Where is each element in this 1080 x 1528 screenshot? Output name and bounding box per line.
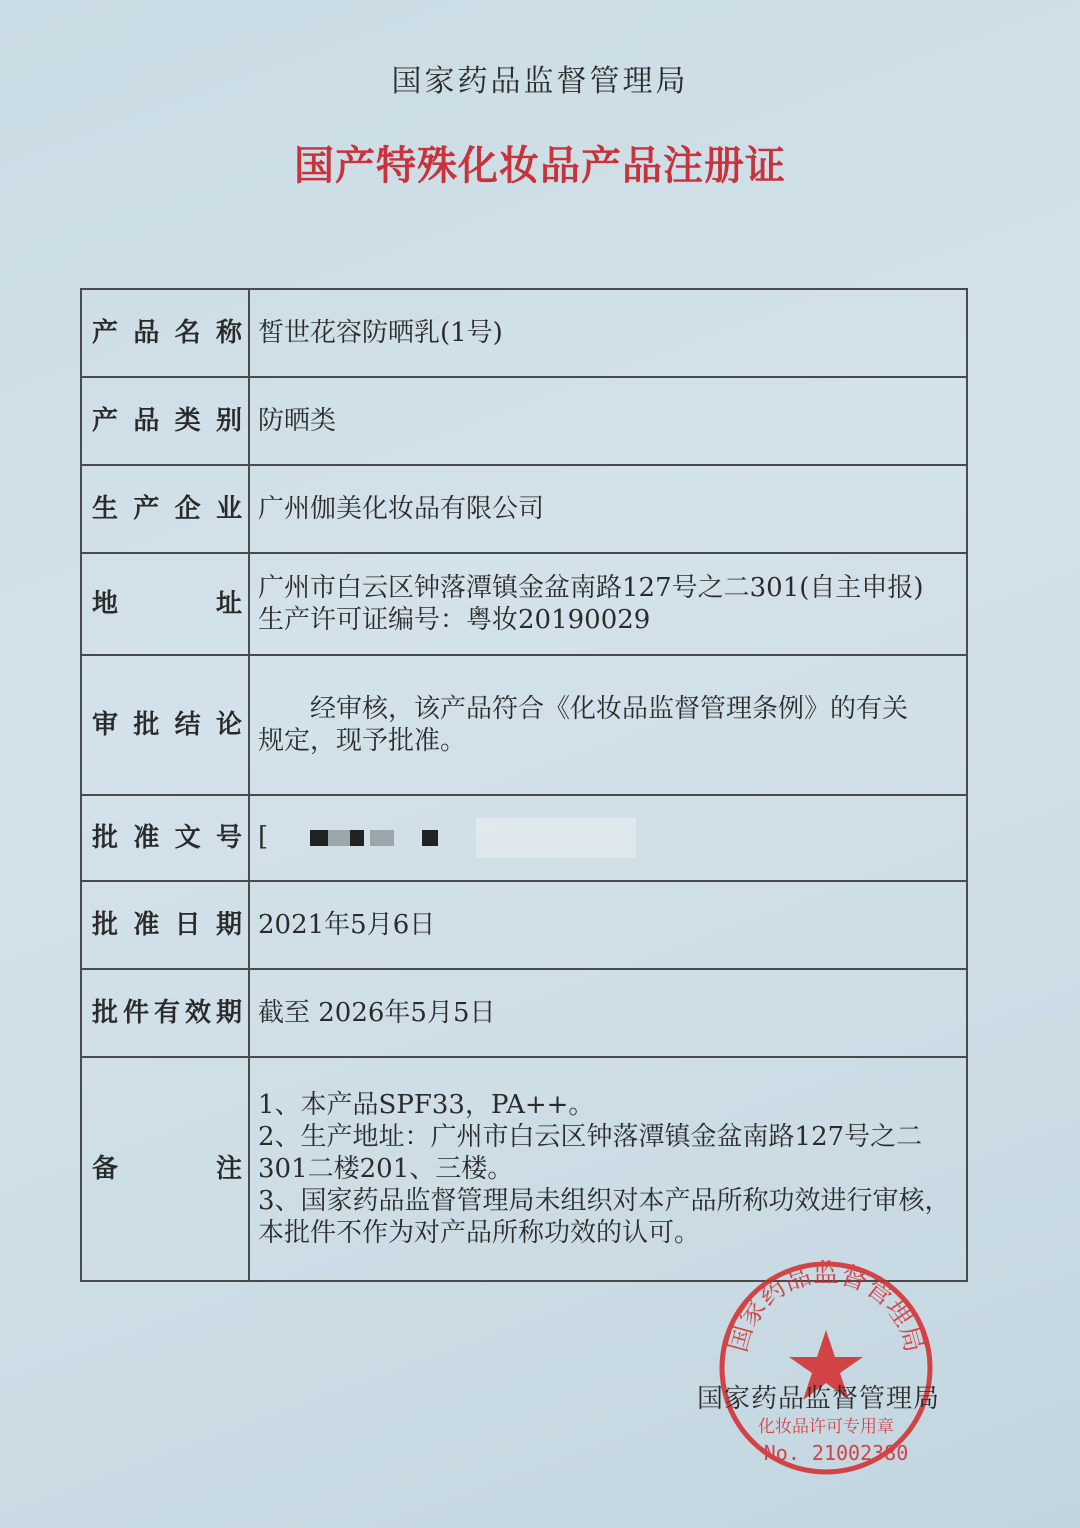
- label-approval-conclusion: [81, 655, 249, 795]
- row-product-name: [81, 289, 967, 377]
- seal-bottom-text: 化妆品许可专用章: [758, 1417, 894, 1437]
- row-manufacturer: [81, 465, 967, 553]
- label-text: 产 品 名 称: [92, 318, 242, 348]
- remark-line: 301二楼201、三楼。: [258, 1154, 514, 1184]
- label-text: 批 准 文 号: [92, 823, 242, 853]
- label-text: 备 注: [92, 1154, 242, 1184]
- label-remarks: [81, 1057, 249, 1281]
- redacted-approval-number: [276, 818, 636, 858]
- label-text: 批 件 有 效 期: [92, 998, 242, 1028]
- label-product-name: [81, 289, 249, 377]
- document-title: 国产特殊化妆品产品注册证: [294, 142, 786, 189]
- label-text: 地 址: [92, 589, 242, 619]
- approval-number-prefix: [: [258, 822, 269, 852]
- value-approval-conclusion: [249, 655, 967, 795]
- row-approval-number: [81, 795, 967, 881]
- row-approval-conclusion: [81, 655, 967, 795]
- row-approval-date: [81, 881, 967, 969]
- remark-line: 1、本产品SPF33，PA++。: [258, 1090, 595, 1120]
- seal-top-text: 国家药品监督管理局: [723, 1259, 929, 1356]
- label-text: 产 品 类 别: [92, 406, 242, 436]
- row-address: [81, 553, 967, 655]
- value-manufacturer: 广州伽美化妆品有限公司: [249, 465, 967, 553]
- label-validity-period: [81, 969, 249, 1057]
- label-approval-number: [81, 795, 249, 881]
- label-text: 生 产 企 业: [92, 494, 242, 524]
- label-text: 审 批 结 论: [92, 710, 242, 740]
- seal-number: No. 21002380: [763, 1441, 909, 1465]
- official-seal: [716, 1258, 936, 1478]
- value-remarks: [249, 1057, 967, 1281]
- value-approval-number: [249, 795, 967, 881]
- label-text: 批 准 日 期: [92, 910, 242, 940]
- row-validity-period: [81, 969, 967, 1057]
- value-address: [249, 553, 967, 655]
- certificate-table: [80, 288, 968, 1282]
- row-product-category: [81, 377, 967, 465]
- remark-line: 本批件不作为对产品所称功效的认可。: [258, 1218, 701, 1248]
- conclusion-line: 经审核，该产品符合《化妆品监督管理条例》的有关: [310, 694, 909, 724]
- value-approval-date: 2021年5月6日: [249, 881, 967, 969]
- issuing-authority: 国家药品监督管理局: [391, 64, 689, 99]
- label-approval-date: [81, 881, 249, 969]
- remark-line: 3、国家药品监督管理局未组织对本产品所称功效进行审核，: [258, 1186, 951, 1216]
- value-product-name: 皙世花容防晒乳(1号): [249, 289, 967, 377]
- issuing-authority-signature: 国家药品监督管理局: [697, 1384, 941, 1414]
- value-product-category: 防晒类: [249, 377, 967, 465]
- label-address: [81, 553, 249, 655]
- conclusion-line: 规定，现予批准。: [258, 726, 467, 756]
- row-remarks: [81, 1057, 967, 1281]
- remark-line: 2、生产地址：广州市白云区钟落潭镇金盆南路127号之二: [258, 1122, 923, 1152]
- address-line: 广州市白云区钟落潭镇金盆南路127号之二301(自主申报): [258, 573, 924, 603]
- label-manufacturer: [81, 465, 249, 553]
- label-product-category: [81, 377, 249, 465]
- license-number-line: 生产许可证编号：粤妆20190029: [258, 605, 651, 635]
- value-validity-period: 截至 2026年5月5日: [249, 969, 967, 1057]
